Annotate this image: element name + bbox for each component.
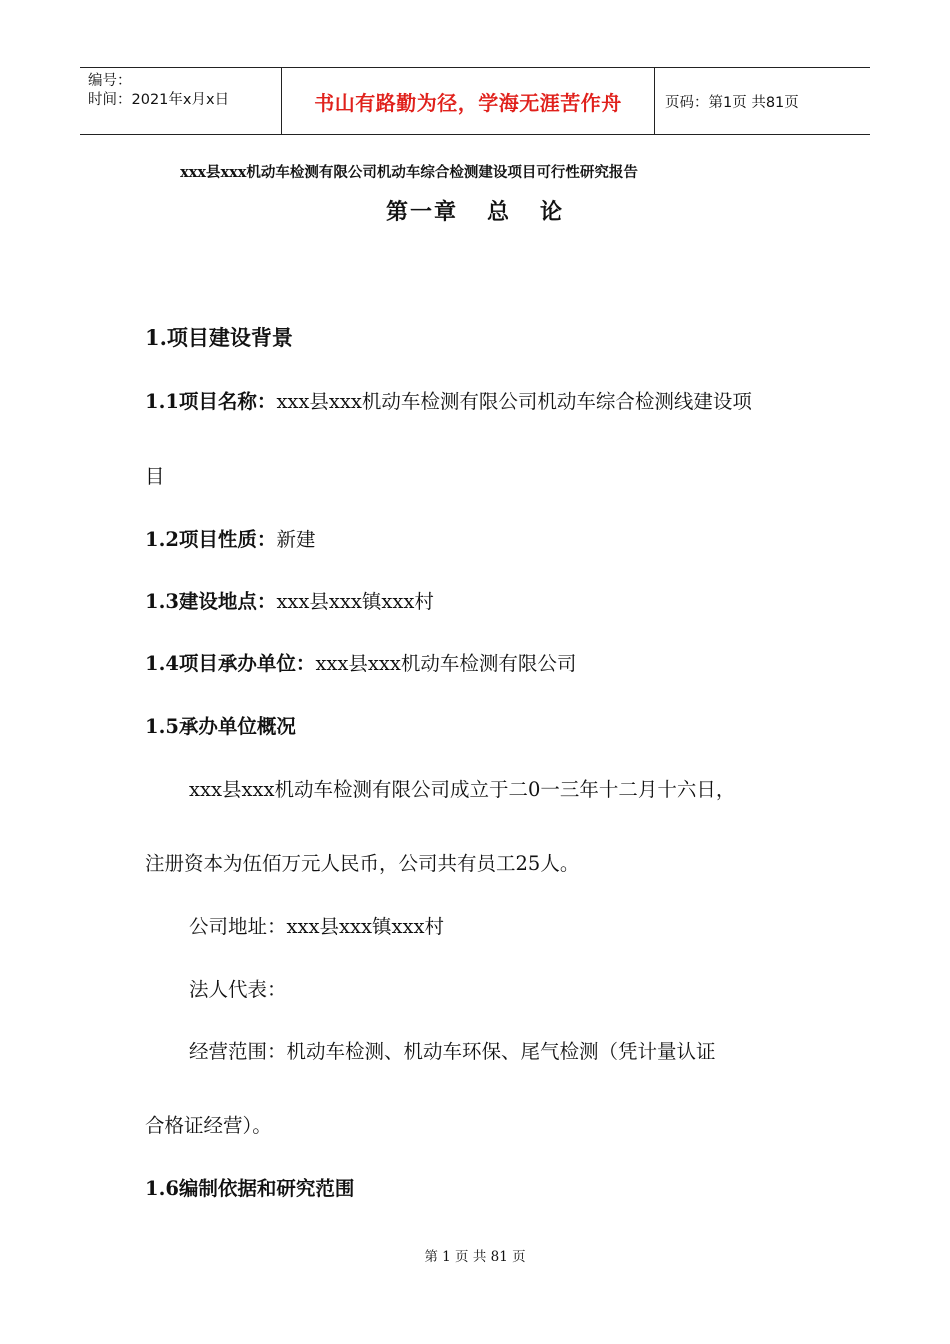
- para-address: 公司地址：xxx县xxx镇xxx村: [189, 915, 444, 938]
- page-info-text: 页码：第1页 共81页: [665, 94, 799, 111]
- motto-cell: [282, 68, 655, 134]
- report-title: xxx县xxx机动车检测有限公司机动车综合检测建设项目可行性研究报告: [180, 164, 638, 181]
- motto-text: 书山有路勤为径，学海无涯苦作舟: [314, 90, 622, 115]
- item-label: 1.3建设地点：: [145, 590, 277, 613]
- item-project-name: [145, 386, 752, 414]
- item-value: xxx县xxx镇xxx村: [276, 590, 434, 613]
- item-organizer: [145, 648, 576, 676]
- page-info-cell: [655, 68, 870, 134]
- item-project-nature: [145, 524, 315, 552]
- item-value: xxx县xxx机动车检测有限公司: [315, 652, 577, 675]
- item-label: 1.2项目性质：: [145, 528, 277, 551]
- chapter-title: 第一章 总 论: [386, 199, 564, 225]
- para-legal-rep: 法人代表：: [189, 978, 287, 1001]
- para-scope-line1: 经营范围：机动车检测、机动车环保、尾气检测（凭计量认证: [189, 1040, 716, 1063]
- number-label: 编号：: [88, 73, 132, 89]
- header-table: [80, 67, 870, 135]
- item-label: 1.6编制依据和研究范围: [145, 1177, 355, 1200]
- item-organizer-overview: [145, 711, 296, 739]
- item-label: 1.1项目名称：: [145, 390, 277, 413]
- section-heading: 1.项目建设背景: [145, 325, 293, 350]
- item-value: 新建: [276, 528, 316, 551]
- item-project-name-cont: 目: [145, 465, 165, 488]
- item-basis-scope: [145, 1173, 354, 1201]
- item-label: 1.5承办单位概况: [145, 715, 296, 738]
- para-company-line2: 注册资本为伍佰万元人民币，公司共有员工25人。: [145, 852, 580, 875]
- item-label: 1.4项目承办单位：: [145, 652, 316, 675]
- item-value: xxx县xxx机动车检测有限公司机动车综合检测线建设项: [276, 390, 752, 413]
- time-label: 时间：2021年x月x日: [88, 92, 230, 108]
- para-company-line1: xxx县xxx机动车检测有限公司成立于二0一三年十二月十六日，: [189, 778, 736, 801]
- page-footer: 第 1 页 共 81 页: [424, 1249, 526, 1265]
- header-meta-cell: [80, 68, 282, 134]
- item-location: [145, 586, 434, 614]
- para-scope-line2: 合格证经营）。: [145, 1114, 272, 1137]
